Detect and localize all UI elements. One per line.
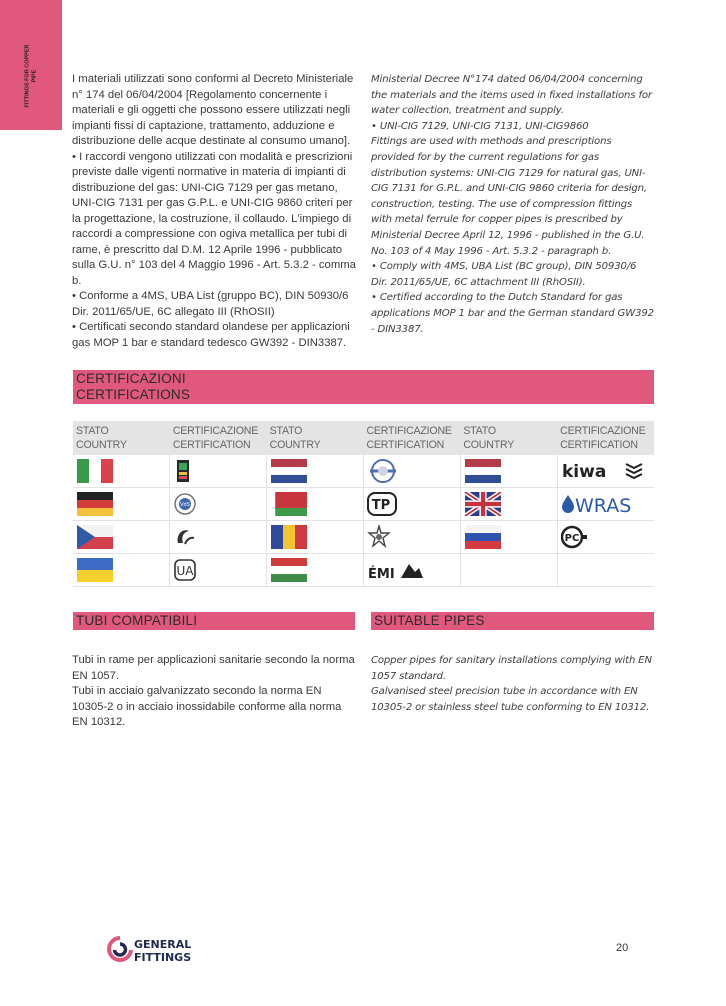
col-cert	[363, 421, 460, 455]
compatible-pipes-heading-text: TUBI COMPATIBILI	[76, 613, 198, 628]
col-country-it: STATO	[269, 425, 303, 437]
certifications-heading-en: CERTIFICATIONS	[76, 387, 191, 402]
side-tab-line2: PIPE	[31, 69, 37, 83]
romanian-cert-logo-icon	[367, 525, 391, 549]
russia-flag-icon	[464, 525, 502, 549]
pipes-en-p2: Galvanised steel precision tube in accordance with EN 10305-2 or stainless steel tube conforming to EN 10312.	[371, 686, 650, 713]
table-row	[73, 455, 654, 488]
ua-cert-logo-icon	[173, 558, 197, 582]
svg-text:PC: PC	[564, 533, 579, 544]
side-tab-line1: FITTINGS FOR COPPER	[24, 44, 31, 108]
brand-logo	[106, 935, 206, 970]
kiwa-logo-icon	[561, 460, 643, 482]
col-cert-it: CERTIFICAZIONE	[366, 425, 452, 437]
suitable-pipes-heading-text: SUITABLE PIPES	[374, 613, 485, 628]
empty-cell	[557, 554, 654, 587]
dvgw-logo-icon	[173, 492, 197, 516]
pipes-italian	[72, 653, 358, 731]
intro-italian	[72, 72, 358, 351]
col-country-en: COUNTRY	[269, 439, 321, 451]
table-row	[73, 554, 654, 587]
col-country	[267, 421, 364, 455]
wras-logo-icon	[561, 492, 643, 516]
netherlands-flag-icon	[464, 459, 502, 483]
romania-flag-icon	[270, 525, 308, 549]
general-fittings-logo-icon	[106, 935, 206, 965]
col-cert	[170, 421, 267, 455]
col-country-en: COUNTRY	[463, 439, 515, 451]
col-cert-en: CERTIFICATION	[366, 439, 445, 451]
united-kingdom-flag-icon	[464, 492, 502, 516]
col-cert-it: CERTIFICAZIONE	[560, 425, 646, 437]
col-country-it: STATO	[76, 425, 109, 437]
germany-flag-icon	[76, 492, 114, 516]
intro-it-p4: • Certificati secondo standard olandese per applicazioni gas MOP 1 bar e standard tedesco GW392 - DIN3387.	[72, 321, 350, 349]
pipes-it-p2: Tubi in acciaio galvanizzato secondo la norma EN 10305-2 o in acciaio inossidabile conforme alla norma EN 10312.	[72, 685, 342, 728]
col-country-it: STATO	[463, 425, 496, 437]
suitable-pipes-heading	[371, 612, 654, 630]
svg-text:TP: TP	[371, 498, 391, 513]
col-country	[73, 421, 170, 455]
szu-logo-icon	[173, 525, 197, 549]
certifications-table	[73, 421, 654, 587]
svg-text:FITTINGS: FITTINGS	[134, 951, 192, 964]
svg-text:ÉMI: ÉMI	[367, 567, 395, 582]
certifications-heading	[73, 370, 654, 404]
pipes-it-p1: Tubi in rame per applicazioni sanitarie secondo la norma EN 1057.	[72, 654, 355, 682]
certifications-heading-it: CERTIFICAZIONI	[76, 371, 186, 386]
intro-en-p3: Fittings are used with methods and prescriptions provided for by the current regulations for gas distribution systems: UNI-CIG 7129 for natural gas, UNI-CIG 7131 for G.P.L. and UNI-CIG 9860 criteria for design, construction, testing. The use of compression fittings with metal ferrule for copper pipes is prescribed by Ministerial Decree April 12, 1996 - published in the G.U. No. 103 of 4 May 1996 - Art. 5.3.2 - paragraph b.	[371, 136, 647, 257]
netherlands-flag-icon	[270, 459, 308, 483]
italy-flag-icon	[76, 459, 114, 483]
col-cert-en: CERTIFICATION	[172, 439, 251, 451]
col-cert	[557, 421, 654, 455]
ukraine-flag-icon	[76, 558, 114, 582]
col-country-en: COUNTRY	[76, 439, 127, 451]
svg-text:WRAS: WRAS	[574, 495, 631, 516]
svg-text:GENERAL: GENERAL	[134, 938, 192, 951]
italy-cert-logo-icon	[173, 459, 193, 483]
intro-it-p1: I materiali utilizzati sono conformi al Decreto Ministeriale n° 174 del 06/04/2004 [Regolamento concernente i materiali e gli oggetti che possono essere utilizzati negli impianti fissi di captazione, trattamento, adduzione e distribuzione delle acque destinate al consumo umano].	[72, 73, 354, 147]
col-country	[460, 421, 557, 455]
compatible-pipes-heading	[73, 612, 355, 630]
col-cert-en: CERTIFICATION	[560, 439, 638, 451]
table-header-row	[73, 421, 654, 455]
table-row	[73, 488, 654, 521]
intro-en-p4: • Comply with 4MS, UBA List (BC group), DIN 50930/6 Dir. 2011/65/UE, 6C attachment III (RhOSII).	[371, 261, 637, 288]
hungary-flag-icon	[270, 558, 308, 582]
svg-text:UA: UA	[176, 564, 194, 578]
emi-logo-icon	[367, 558, 423, 582]
gastec-logo-icon	[367, 458, 399, 484]
intro-en-p1: Ministerial Decree N°174 dated 06/04/2004 concerning the materials and the items used in fixed installations for water collection, treatment and supply.	[371, 74, 652, 117]
intro-en-p2: • UNI-CIG 7129, UNI-CIG 7131, UNI-CIG9860	[371, 120, 589, 132]
pct-logo-icon	[561, 525, 587, 549]
section-side-tab	[0, 0, 62, 130]
intro-english	[371, 72, 655, 337]
pipes-en-p1: Copper pipes for sanitary installations complying with EN 1057 standard.	[371, 655, 652, 682]
intro-it-p2: • I raccordi vengono utilizzati con modalità e prescrizioni previste dalle vigenti normative in materia di impianti di distribuzione del gas: UNI-CIG 7129 per gas metano, UNI-CIG 7131 per gas G.P.L. e UNI-CIG 9860 criteri per la progettazione, la costruzione, il collaudo. L'impiego di raccordi a compressione con ogiva metallica per tubi di rame, è prescritto dal D.M. 12 Aprile 1996 - pubblicato sulla G.U. n° 103 del 4 Maggio 1996 - Art. 5.3.2 - comma b.	[72, 150, 356, 287]
intro-en-p5: • Certified according to the Dutch Standard for gas applications MOP 1 bar and the German standard GW392 - DIN3387.	[371, 292, 654, 335]
side-tab-label	[25, 45, 38, 108]
col-cert-it: CERTIFICAZIONE	[172, 425, 259, 437]
tp-logo-icon	[367, 492, 397, 516]
svg-text:VdS: VdS	[180, 502, 191, 508]
page-number: 20	[616, 942, 629, 954]
czech-flag-icon	[76, 525, 114, 549]
svg-text:kiwa: kiwa	[561, 462, 606, 482]
belarus-flag-icon	[270, 492, 308, 516]
intro-it-p3: • Conforme a 4MS, UBA List (gruppo BC), DIN 50930/6 Dir. 2011/65/UE, 6C allegato III (RhOSII)	[72, 290, 349, 318]
pipes-english	[371, 653, 655, 715]
table-row	[73, 521, 654, 554]
empty-cell	[460, 554, 557, 587]
